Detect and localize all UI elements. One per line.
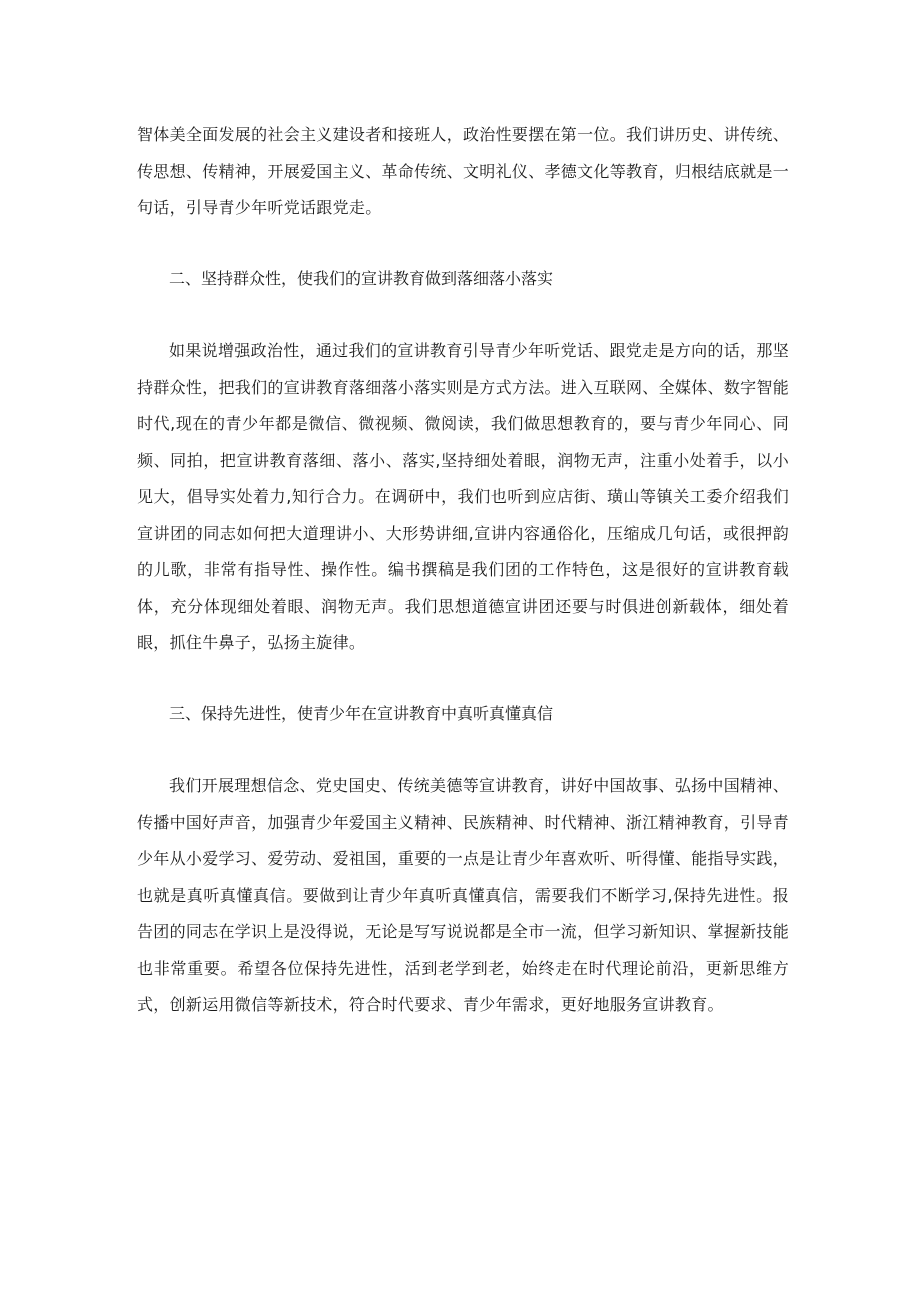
section-body-3: 我们开展理想信念、党史国史、传统美德等宣讲教育，讲好中国故事、弘扬中国精神、传播中国好声音，加强青少年爱国主义精神、民族精神、时代精神、浙江精神教育，引导青少年从小爱学习、爱劳动、爱祖国，重要的一点是让青少年喜欢听、听得懂、能指导实践，也就是真听真懂真信。要做到让青少年真听真懂真信，需要我们不断学习,保持先进性。报告团的同志在学识上是没得说，无论是写写说说都是全市一流，但学习新知识、掌握新技能也非常重要。希望各位保持先进性，活到老学到老，始终走在时代理论前沿，更新思维方式，创新运用微信等新技术，符合时代要求、青少年需求，更好地服务宣讲教育。 [137, 776, 790, 1014]
section-body-2: 如果说增强政治性，通过我们的宣讲教育引导青少年听党话、跟党走是方向的话，那坚持群众性，把我们的宣讲教育落细落小落实则是方式方法。进入互联网、全媒体、数字智能时代,现在的青少年都是微信、微视频、微阅读，我们做思想教育的，要与青少年同心、同频、同拍，把宣讲教育落细、落小、落实,坚持细处着眼，润物无声，注重小处着手，以小见大，倡导实处着力,知行合力。在调研中，我们也听到应店街、璜山等镇关工委介绍我们宣讲团的同志如何把大道理讲小、大形势讲细,宣讲内容通俗化，压缩成几句话，或很押韵的儿歌，非常有指导性、操作性。编书撰稿是我们团的工作特色，这是很好的宣讲教育载体，充分体现细处着眼、润物无声。我们思想道德宣讲团还要与时俱进创新载体，细处着眼，抓住牛鼻子，弘扬主旋律。 [137, 341, 790, 652]
section-heading-2: 二、坚持群众性，使我们的宣讲教育做到落细落小落实 [169, 268, 554, 288]
paragraph-continuation: 智体美全面发展的社会主义建设者和接班人，政治性要摆在第一位。我们讲历史、讲传统、传思想、传精神，开展爱国主义、革命传统、文明礼仪、孝德文化等教育，归根结底就是一句话，引导青少年听党话跟党走。 [137, 125, 790, 217]
section-heading-3: 三、保持先进性，使青少年在宣讲教育中真听真懂真信 [169, 703, 554, 723]
document-body [137, 117, 789, 1024]
